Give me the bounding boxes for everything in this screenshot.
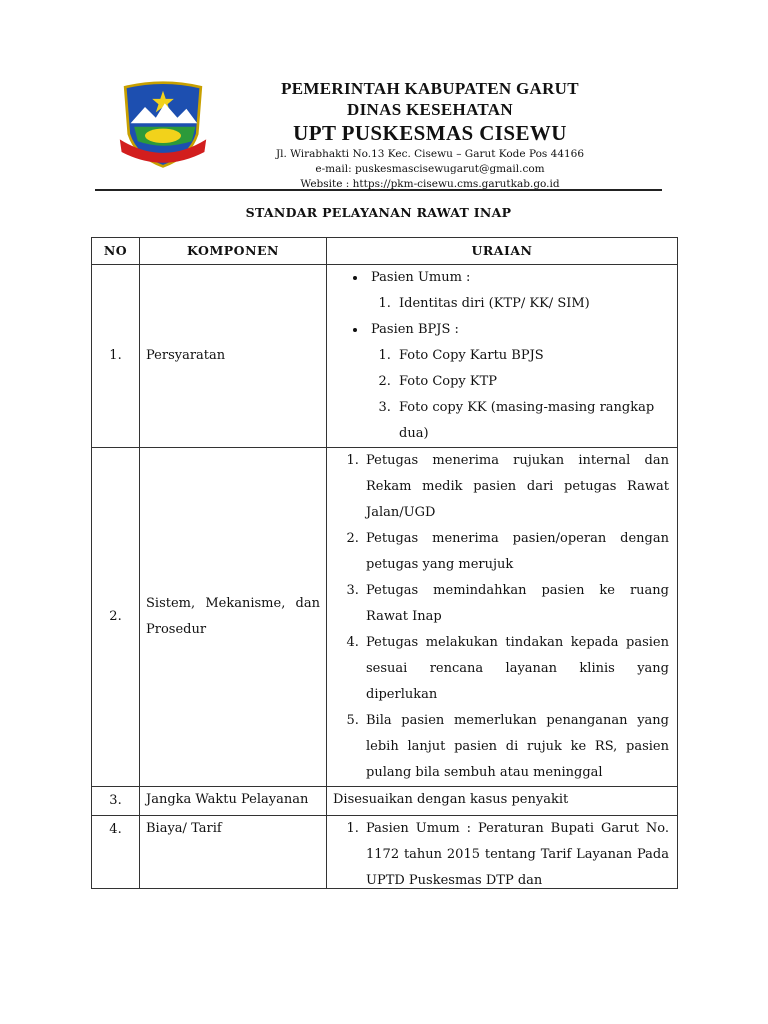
- table-row: [92, 816, 678, 889]
- email: e-mail: puskesmascisewugarut@gmail.com: [315, 163, 545, 175]
- list-item: 5. Bila pasien memerlukan penanganan yang lebih lanjut pasien di rujuk ke RS, pasien pulang bila sembuh atau meninggal: [363, 708, 669, 786]
- agency-name: DINAS KESEHATAN: [347, 100, 513, 119]
- row-uraian: [327, 816, 678, 889]
- row-uraian: [327, 265, 678, 448]
- requirement-list: [333, 265, 669, 447]
- row-komponen: Jangka Waktu Pelayanan: [140, 787, 327, 816]
- institution-name: UPT PUSKESMAS CISEWU: [293, 121, 567, 145]
- list-item: • Pasien BPJS : 1. Foto Copy Kartu BPJS 2. Foto Copy KTP 3. Foto copy KK (masing-masing rangkap dua): [367, 317, 669, 447]
- list-item: • Pasien Umum : 1. Identitas diri (KTP/ KK/ SIM): [367, 265, 669, 317]
- tariff-list: [333, 816, 669, 888]
- header-no: NO: [92, 238, 140, 265]
- document-title: STANDAR PELAYANAN RAWAT INAP: [245, 205, 512, 220]
- letterhead: [220, 78, 640, 192]
- row-uraian: [327, 448, 678, 787]
- table-row: [92, 787, 678, 816]
- row-komponen: Biaya/ Tarif: [140, 816, 327, 889]
- table-row: [92, 448, 678, 787]
- list-item: 3. Petugas memindahkan pasien ke ruang Rawat Inap: [363, 578, 669, 630]
- garut-regency-logo: [118, 80, 208, 170]
- header-divider: [95, 189, 662, 191]
- row-no: 1.: [92, 265, 140, 448]
- service-standard-table: [91, 237, 678, 889]
- government-name: PEMERINTAH KABUPATEN GARUT: [281, 79, 579, 98]
- list-item: 3. Foto copy KK (masing-masing rangkap dua): [395, 395, 669, 447]
- list-item: 1. Petugas menerima rujukan internal dan Rekam medik pasien dari petugas Rawat Jalan/UGD: [363, 448, 669, 526]
- list-item: 1. Identitas diri (KTP/ KK/ SIM): [395, 291, 669, 317]
- row-no: 2.: [92, 448, 140, 787]
- row-no: 3.: [92, 787, 140, 816]
- website: Website : https://pkm-cisewu.cms.garutkab.go.id: [300, 178, 560, 190]
- row-no: 4.: [92, 816, 140, 889]
- table-row: [92, 265, 678, 448]
- address: Jl. Wirabhakti No.13 Kec. Cisewu – Garut Kode Pos 44166: [275, 148, 585, 160]
- row-uraian: Disesuaikan dengan kasus penyakit: [327, 787, 678, 816]
- row-komponen: Persyaratan: [140, 265, 327, 448]
- list-item: 2. Petugas menerima pasien/operan dengan petugas yang merujuk: [363, 526, 669, 578]
- list-item: 2. Foto Copy KTP: [395, 369, 669, 395]
- list-item: 4. Petugas melakukan tindakan kepada pasien sesuai rencana layanan klinis yang diperlukan: [363, 630, 669, 708]
- header-komponen: KOMPONEN: [140, 238, 327, 265]
- procedure-list: [333, 448, 669, 786]
- list-item: 1. Foto Copy Kartu BPJS: [395, 343, 669, 369]
- header-uraian: URAIAN: [327, 238, 678, 265]
- row-komponen: Sistem, Mekanisme, dan Prosedur: [140, 448, 327, 787]
- table-header-row: [92, 238, 678, 265]
- list-item: 1. Pasien Umum : Peraturan Bupati Garut No. 1172 tahun 2015 tentang Tarif Layanan Pada UPTD Puskesmas DTP dan: [363, 816, 669, 888]
